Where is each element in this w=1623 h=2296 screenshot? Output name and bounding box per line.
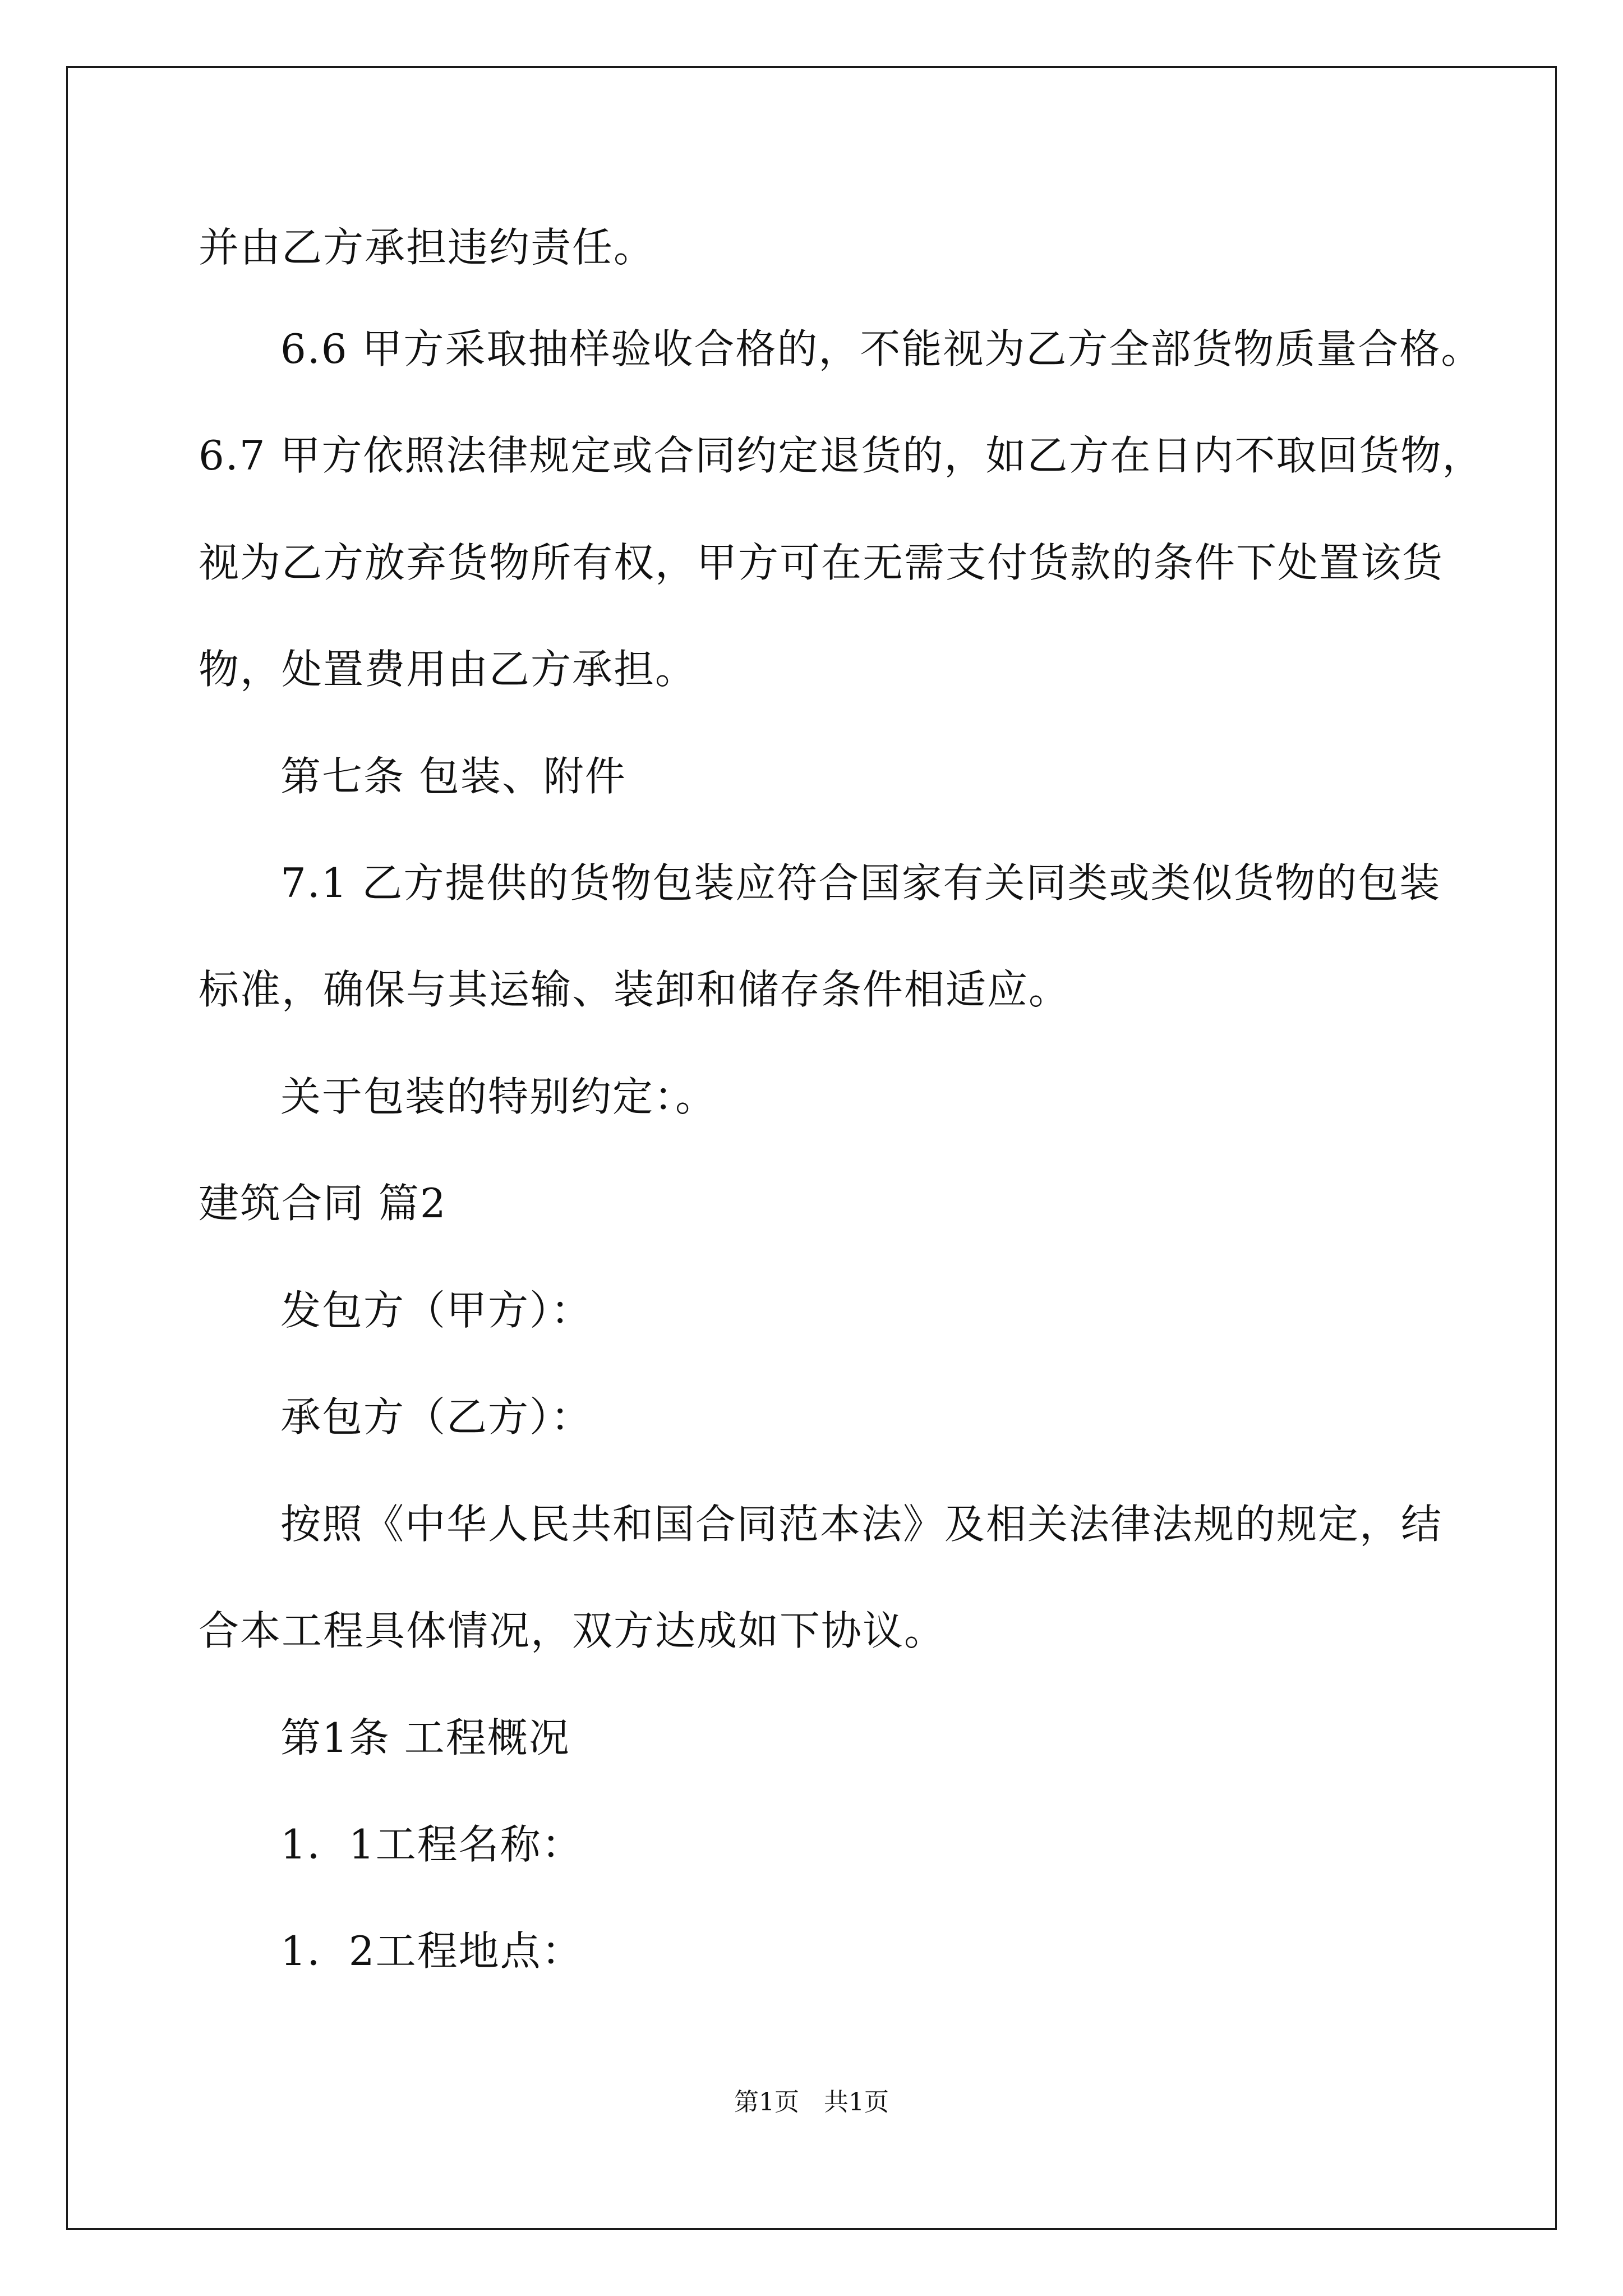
- project-location-field: 1．2工程地点：: [280, 1927, 583, 1975]
- party-a-label: 发包方（甲方）：: [280, 1287, 593, 1334]
- page-border: [66, 66, 1557, 2230]
- text-line-13: 按照《中华人民共和国合同范本法》及相关法律法规的规定，结: [280, 1501, 1443, 1548]
- article-heading-1: 第1条 工程概况: [280, 1714, 570, 1761]
- text-line-1: 并由乙方承担违约责任。: [199, 224, 656, 271]
- section-title: 建筑合同 篇2: [199, 1180, 447, 1227]
- text-line-7: 7.1 乙方提供的货物包装应符合国家有关同类或类似货物的包装: [280, 859, 1441, 907]
- party-b-label: 承包方（乙方）：: [280, 1393, 593, 1441]
- text-line-5: 物，处置费用由乙方承担。: [199, 646, 697, 693]
- text-line-9: 关于包装的特别约定：。: [280, 1073, 717, 1120]
- text-line-14: 合本工程具体情况，双方达成如下协议。: [199, 1607, 946, 1654]
- project-name-field: 1．1工程名称：: [280, 1821, 583, 1868]
- text-line-8: 标准，确保与其运输、装卸和储存条件相适应。: [199, 966, 1071, 1013]
- article-heading-7: 第七条 包装、附件: [280, 753, 626, 800]
- text-line-3: 6.7 甲方依照法律规定或合同约定退货的，如乙方在日内不取回货物，: [199, 432, 1484, 479]
- text-line-4: 视为乙方放弃货物所有权，甲方可在无需支付货款的条件下处置该货: [199, 539, 1444, 586]
- text-line-2: 6.6 甲方采取抽样验收合格的，不能视为乙方全部货物质量合格。: [280, 325, 1483, 372]
- page-number: 第1页 共1页: [734, 2088, 889, 2116]
